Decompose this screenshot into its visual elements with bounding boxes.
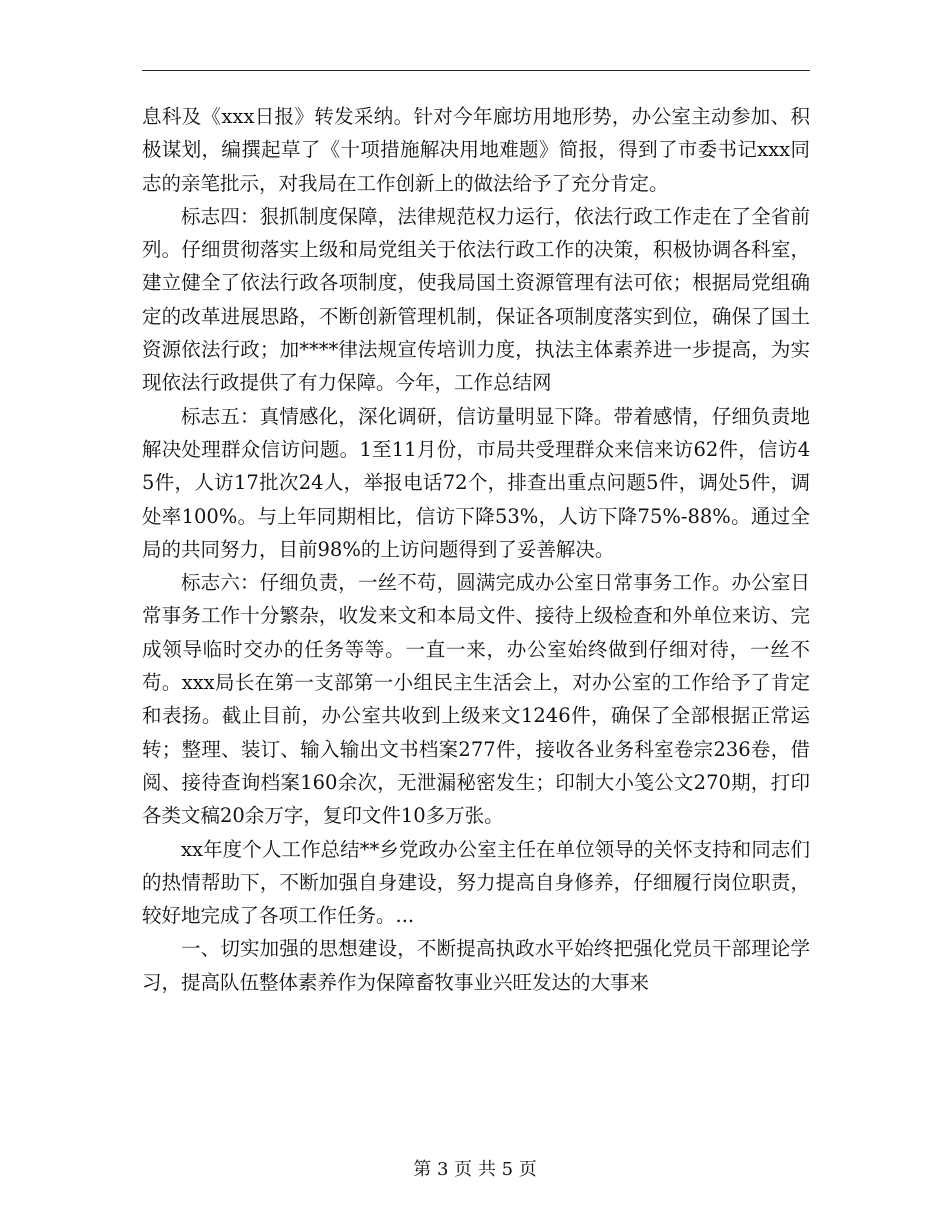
paragraph-annual-summary: xx年度个人工作总结**乡党政办公室主任在单位领导的关怀支持和同志们的热情帮助下，不断加强自身建设，努力提高自身修养，仔细履行岗位职责，较好地完成了各项工作任务。... xyxy=(142,837,810,928)
paragraph-mark-six: 标志六：仔细负责，一丝不苟，圆满完成办公室日常事务工作。办公室日常事务工作十分繁杂，收发来文和本局文件、接待上级检查和外单位来访、完成领导临时交办的任务等等。一直一来，办公室始终做到仔细对待，一丝不苟。xxx局长在第一支部第一小组民主生活会上，对办公室的工作给予了肯定和表扬。截止目前，办公室共收到上级来文1246件，确保了全部根据正常运转；整理、装订、输入输出文书档案277件，接收各业务科室卷宗236卷，借阅、接待查询档案160余次，无泄漏秘密发生；印制大小笺公文270期，打印各类文稿20余万字，复印文件10多万张。 xyxy=(142,571,810,828)
paragraph-mark-five: 标志五：真情感化，深化调研，信访量明显下降。带着感情，仔细负责地解决处理群众信访问题。1至11月份，市局共受理群众来信来访62件，信访45件，人访17批次24人，举报电话72个，排查出重点问题5件，调处5件，调处率100%。与上年同期相比，信访下降53%，人访下降75%-88%。通过全局的共同努力，目前98%的上访问题得到了妥善解决。 xyxy=(142,404,810,561)
document-body xyxy=(142,100,810,999)
header-rule xyxy=(142,70,810,71)
page-number: 第 3 页 共 5 页 xyxy=(413,1159,537,1180)
paragraph-mark-four: 标志四：狠抓制度保障，法律规范权力运行，依法行政工作走在了全省前列。仔细贯彻落实上级和局党组关于依法行政工作的决策，积极协调各科室，建立健全了依法行政各项制度，使我局国土资源管理有法可依；根据局党组确定的改革进展思路，不断创新管理机制，保证各项制度落实到位，确保了国土资源依法行政；加****律法规宣传培训力度，执法主体素养进一步提高，为实现依法行政提供了有力保障。今年，工作总结网 xyxy=(142,204,810,395)
paragraph-section-one: 一、切实加强的思想建设，不断提高执政水平始终把强化党员干部理论学习，提高队伍整体素养作为保障畜牧事业兴旺发达的大事来 xyxy=(142,937,810,994)
paragraph-continuation: 息科及《xxx日报》转发采纳。针对今年廊坊用地形势，办公室主动参加、积极谋划，编撰起草了《十项措施解决用地难题》简报，得到了市委书记xxx同志的亲笔批示，对我局在工作创新上的做法给予了充分肯定。 xyxy=(142,105,810,195)
